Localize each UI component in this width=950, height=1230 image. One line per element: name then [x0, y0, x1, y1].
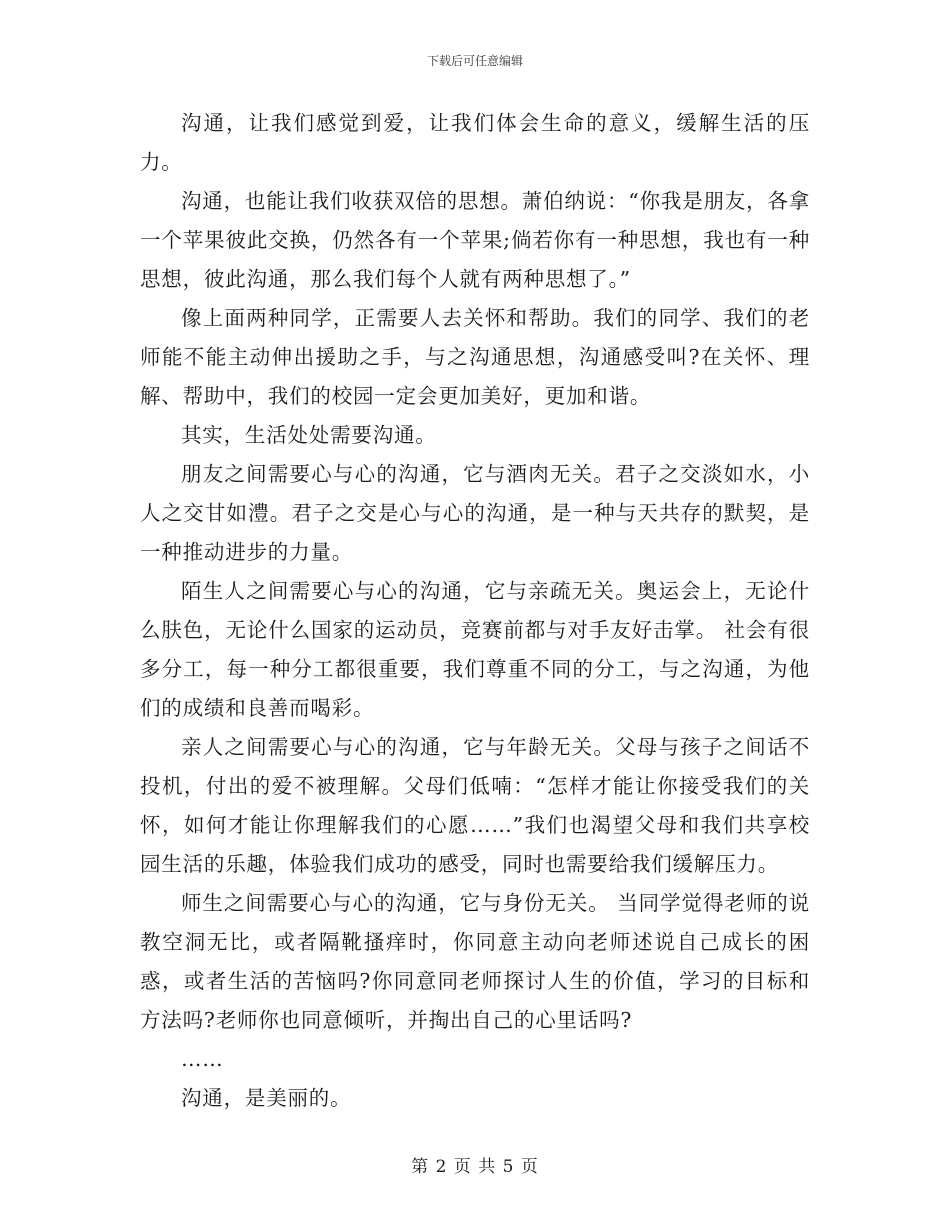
- paragraph: 朋友之间需要心与心的沟通，它与酒肉无关。君子之交淡如水，小人之交甘如澧。君子之交是心与心的沟通，是一种与天共存的默契，是一种推动进步的力量。: [140, 462, 810, 564]
- paragraph: 沟通，是美丽的。: [181, 1086, 352, 1110]
- paragraph: 陌生人之间需要心与心的沟通，它与亲疏无关。奥运会上，无论什么肤色，无论什么国家的运动员，竞赛前都与对手友好击掌。 社会有很多分工，每一种分工都很重要，我们尊重不同的分工，与之沟通，为他们的成绩和良善而喝彩。: [140, 579, 810, 720]
- paragraph: 亲人之间需要心与心的沟通，它与年龄无关。父母与孩子之间话不投机，付出的爱不被理解。父母们低喃：“怎样才能让你接受我们的关怀，如何才能让你理解我们的心愿……”我们也渴望父母和我们共享校园生活的乐趣，体验我们成功的感受，同时也需要给我们缓解压力。: [140, 735, 810, 876]
- paragraph: 沟通，让我们感觉到爱，让我们体会生命的意义，缓解生活的压力。: [140, 111, 810, 174]
- paragraph: 其实，生活处处需要沟通。: [181, 423, 437, 447]
- document-body: [140, 104, 810, 1118]
- page-number-footer: 第 2 页 共 5 页: [411, 1157, 539, 1177]
- paragraph: 师生之间需要心与心的沟通，它与身份无关。 当同学觉得老师的说教空洞无比，或者隔靴搔痒时，你同意主动向老师述说自己成长的困惑，或者生活的苦恼吗?你同意同老师探讨人生的价值，学习的目标和方法吗?老师你也同意倾听，并掏出自己的心里话吗?: [140, 891, 810, 1032]
- page-header: 下载后可任意编辑: [426, 54, 523, 68]
- paragraph: 沟通，也能让我们收获双倍的思想。萧伯纳说：“你我是朋友，各拿一个苹果彼此交换，仍然各有一个苹果;倘若你有一种思想，我也有一种思想，彼此沟通，那么我们每个人就有两种思想了。”: [140, 189, 810, 291]
- paragraph: 像上面两种同学，正需要人去关怀和帮助。我们的同学、我们的老师能不能主动伸出援助之手，与之沟通思想，沟通感受叫?在关怀、理解、帮助中，我们的校园一定会更加美好，更加和谐。: [140, 306, 810, 408]
- paragraph: ……: [181, 1047, 224, 1071]
